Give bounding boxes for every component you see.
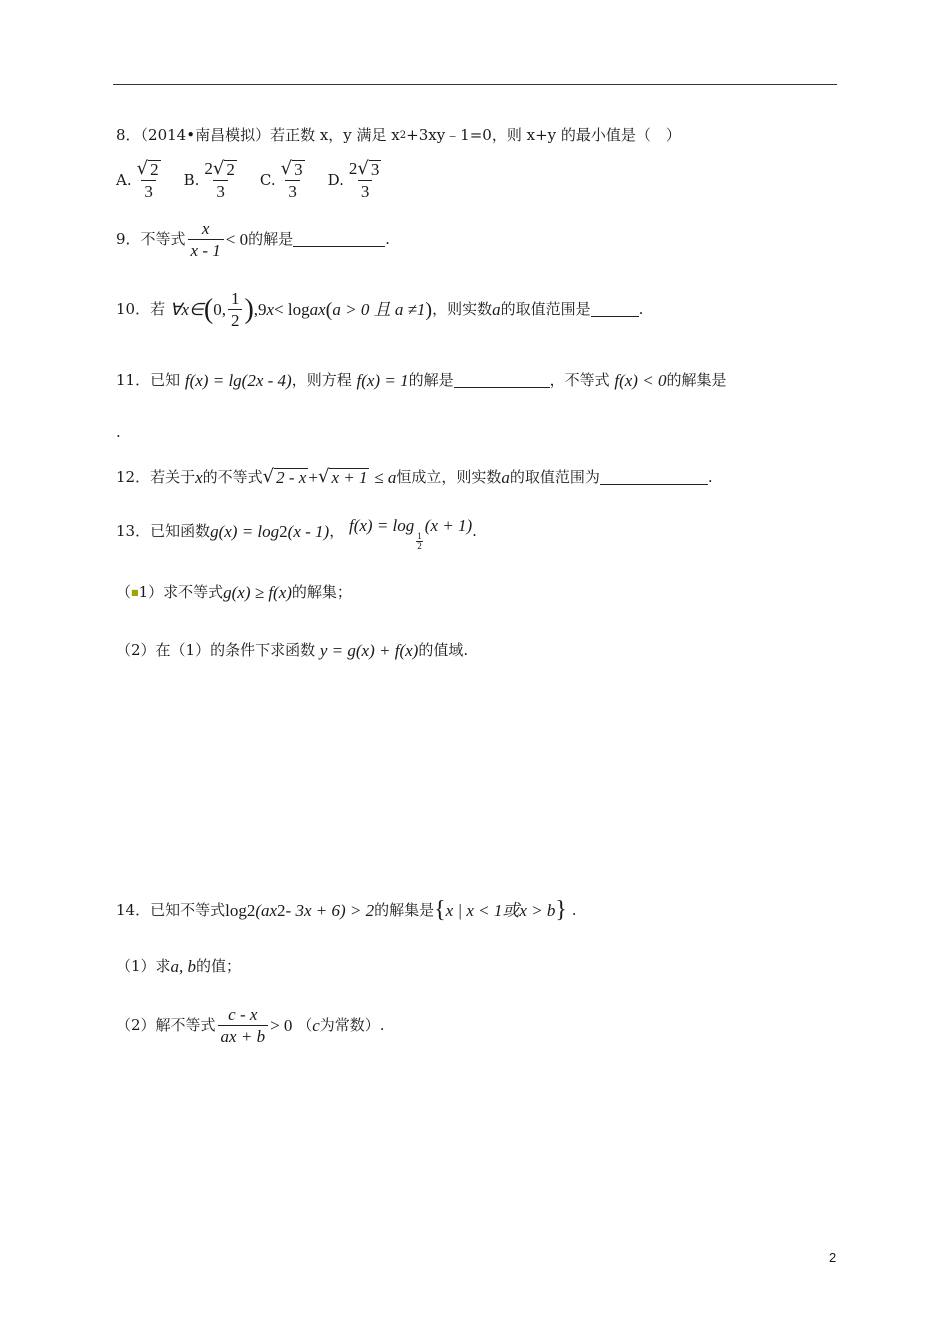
radicand: 3 <box>370 160 380 179</box>
option-a[interactable] <box>116 160 166 200</box>
q14-p2-pre: （2）解不等式 <box>116 1016 216 1034</box>
q11-mid2: 的解是 <box>408 371 454 389</box>
question-12 <box>116 468 713 486</box>
question-11-cont <box>116 425 121 440</box>
q13-f-base <box>416 532 423 551</box>
q12-prefix: 12．若关于 <box>116 467 196 486</box>
question-11 <box>116 372 726 389</box>
q13-p2-suffix: 的值域. <box>418 641 469 659</box>
q13-end: . <box>472 522 477 540</box>
q13-f: f(x) = log <box>348 516 415 535</box>
question-14 <box>116 898 577 922</box>
q10-suffix2: 的取值范围是 <box>500 300 591 318</box>
coefficient: 2 <box>204 159 213 178</box>
option-b[interactable] <box>184 160 242 200</box>
radicand: 3 <box>294 160 303 179</box>
q9-fraction <box>188 220 224 259</box>
q14-note-suffix: 为常数）. <box>319 1016 385 1034</box>
q13-comma: ， <box>329 522 345 540</box>
stray-dot-icon: ■ <box>131 587 139 597</box>
q10-a: a <box>492 300 501 319</box>
question-8-options <box>116 160 404 200</box>
radicand: 2 <box>150 160 159 179</box>
q10-x: x <box>318 300 326 319</box>
q10-suffix: ，则实数 <box>432 300 493 318</box>
q14-p1-suffix: 的值； <box>196 957 242 975</box>
radicand: 2 - x <box>276 468 307 487</box>
q12-a: a <box>501 467 510 487</box>
q10-sup: x <box>266 300 275 319</box>
q14-set: x | x < 1或x > b <box>445 900 556 920</box>
q14-fraction <box>218 1006 269 1045</box>
left-paren: ( <box>203 293 214 325</box>
coefficient: 2 <box>348 159 358 178</box>
q14-log-base: 2 <box>246 900 256 920</box>
q12-suffix2: 的取值范围为 <box>509 467 600 486</box>
q11-prefix: 11．已知 <box>116 371 181 389</box>
brace-close: } <box>555 897 567 923</box>
denominator: 2 <box>417 541 422 551</box>
q13-g-base: 2 <box>279 522 288 541</box>
q14-prefix: 14．已知不等式 <box>116 900 226 919</box>
q12-plus: + <box>308 467 318 487</box>
radicand: x + 1 <box>331 468 368 487</box>
denominator: 3 <box>213 180 228 200</box>
q13-p1-expr: g(x) ≥ f(x) <box>223 583 292 602</box>
denominator: 3 <box>358 180 373 200</box>
question-14-part-2 <box>116 1006 385 1045</box>
q11-inequality: f(x) < 0 <box>614 371 667 390</box>
q11-function: f(x) = lg(2x - 4) <box>184 371 292 390</box>
q13-p2-expr: y = g(x) + f(x) <box>319 641 419 660</box>
q10-end: . <box>638 300 644 318</box>
q8-suffix: +3xy﹣1=0，则 x+y 的最小值是（ ） <box>406 126 681 144</box>
denominator: x - 1 <box>188 239 224 259</box>
q13-g: g(x) = log <box>210 522 280 541</box>
q14-p1-expr: a, b <box>170 957 197 976</box>
q14-arg2: - 3x + 6) > 2 <box>285 900 375 920</box>
question-13 <box>116 516 477 551</box>
option-label: D. <box>327 170 344 189</box>
q14-mid: 的解集是 <box>374 900 435 919</box>
denominator: 2 <box>228 309 243 329</box>
numerator: 1 <box>230 289 240 308</box>
q9-suffix: 的解是 <box>248 230 294 248</box>
q10-half <box>228 290 243 329</box>
right-paren: ) <box>244 293 254 325</box>
q9-prefix: 9．不等式 <box>116 230 186 248</box>
q13-p1-suffix: 的解集； <box>291 583 352 601</box>
question-13-part-1 <box>116 584 352 601</box>
q10-forall: ∀x∈ <box>169 300 204 319</box>
q8-text: 8．（2014•南昌模拟）若正数 x，y 满足 x <box>116 126 400 144</box>
denominator: 3 <box>285 180 300 200</box>
q11-mid3: ，不等式 <box>549 371 610 389</box>
q14-end: . <box>571 900 577 919</box>
option-label: C. <box>259 170 276 189</box>
question-13-part-2 <box>116 642 468 659</box>
numerator: x <box>201 219 210 238</box>
q13-prefix: 13．已知函数 <box>116 522 211 540</box>
q10-condition: a > 0 且 a ≠1 <box>332 300 426 319</box>
question-8 <box>116 128 681 143</box>
q12-suffix: 恒成立，则实数 <box>396 467 502 486</box>
q8-sup: 2 <box>399 129 407 141</box>
option-label: A. <box>116 170 132 189</box>
q10-prefix: 10．若 <box>116 300 166 318</box>
denominator: 3 <box>141 180 156 200</box>
q13-p1-text: 1）求不等式 <box>138 583 224 601</box>
q12-sqrt-2: √ x + 1 <box>317 466 368 487</box>
option-fraction: 2 √ 2 3 <box>204 158 235 201</box>
q9-end: . <box>385 230 390 248</box>
option-fraction: 2 √ 3 3 <box>348 158 380 201</box>
q14-log: log <box>225 900 247 920</box>
q10-log: < log <box>274 300 310 319</box>
q12-mid: 的不等式 <box>202 467 263 486</box>
answer-blank[interactable] <box>293 232 385 247</box>
option-c[interactable] <box>260 160 310 200</box>
q12-relation: ≤ a <box>374 467 397 487</box>
q12-x: x <box>195 467 203 487</box>
numerator: 1 <box>417 531 422 541</box>
option-d[interactable] <box>328 160 387 200</box>
q10-ineq: ,9 <box>253 300 267 319</box>
page-number: 2 <box>829 1250 837 1265</box>
q14-relation: > 0 <box>270 1016 293 1035</box>
q14-arg: (ax <box>255 900 278 920</box>
q10-sub: a <box>309 300 319 319</box>
question-9 <box>116 220 390 259</box>
answer-blank[interactable] <box>454 373 550 388</box>
radicand: 2 <box>226 160 235 179</box>
header-rule <box>113 84 837 85</box>
q14-c: c <box>312 1016 320 1035</box>
q12-sqrt-1: √ 2 - x <box>262 466 307 487</box>
q13-g-arg: (x - 1) <box>287 522 330 541</box>
q12-end: . <box>707 467 713 486</box>
q14-p1-pre: （1）求 <box>116 957 171 975</box>
q14-note-open: （ <box>297 1016 313 1034</box>
answer-blank[interactable] <box>591 302 639 317</box>
q11-end: . <box>116 423 121 441</box>
q13-f-arg: (x + 1) <box>424 516 473 535</box>
q11-mid1: ，则方程 <box>291 371 352 389</box>
q13-p2-pre: （2）在（1）的条件下求函数 <box>116 641 316 659</box>
numerator: c - x <box>228 1005 258 1024</box>
cond-paren-close: ) <box>425 298 433 321</box>
answer-blank[interactable] <box>600 470 708 485</box>
q11-equation: f(x) = 1 <box>356 371 409 390</box>
denominator: ax + b <box>218 1025 269 1045</box>
q10-interval: 0, <box>213 300 226 319</box>
q14-arg-sup: 2 <box>277 900 286 920</box>
q13-p1-pre: （ <box>116 583 132 601</box>
option-fraction: √ 3 3 <box>280 158 303 201</box>
brace-open: { <box>434 897 446 923</box>
q11-suffix: 的解集是 <box>666 371 727 389</box>
question-14-part-1 <box>116 958 241 975</box>
cond-paren-open: ( <box>325 298 333 321</box>
question-10 <box>116 290 643 329</box>
option-fraction: √ 2 3 <box>136 158 159 201</box>
option-label: B. <box>183 170 200 189</box>
q9-relation: < 0 <box>225 230 249 249</box>
